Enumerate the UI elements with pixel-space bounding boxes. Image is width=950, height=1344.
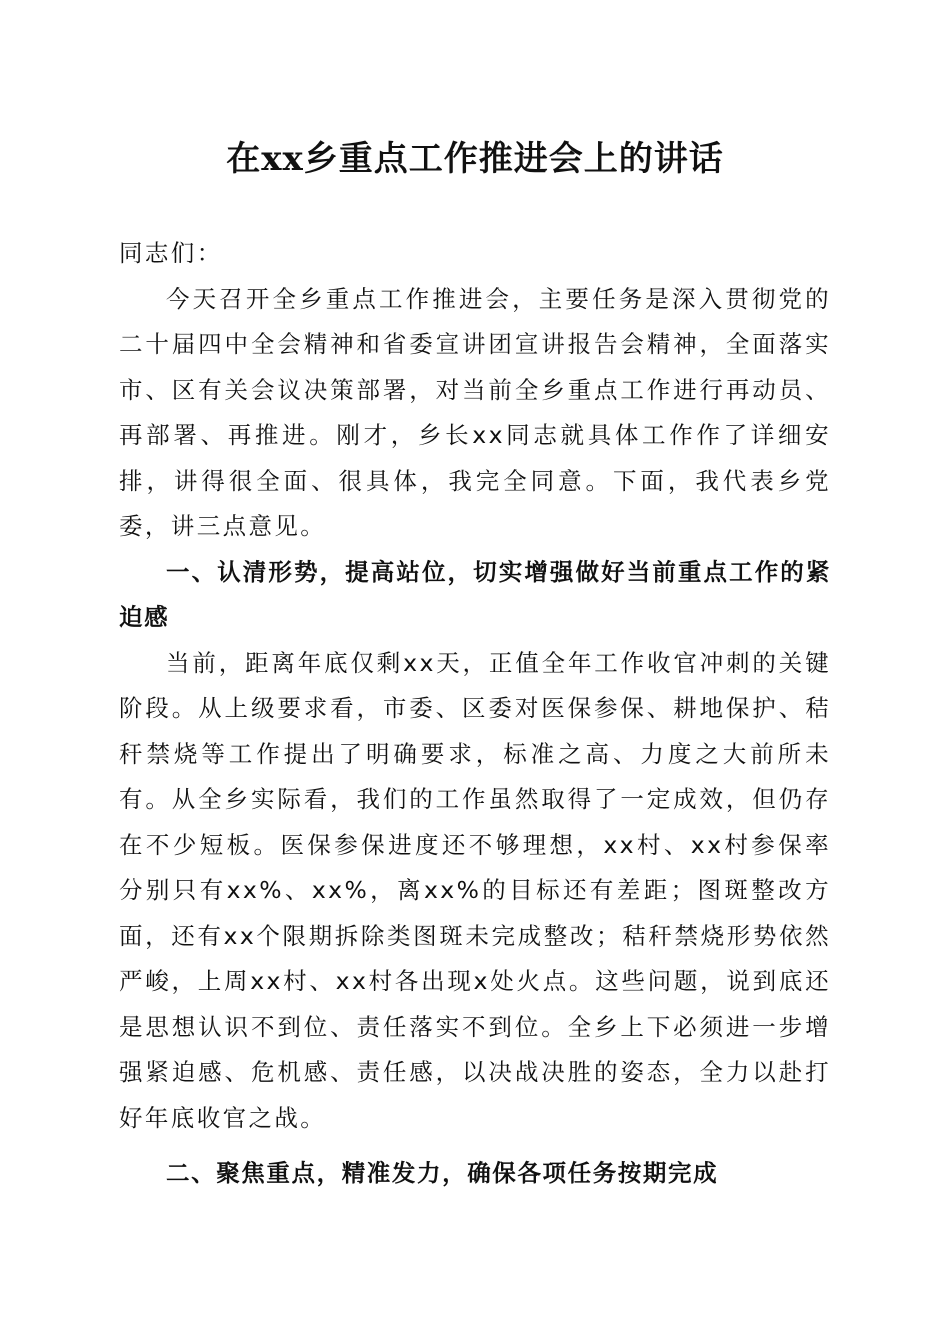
section-heading-2: 二、聚焦重点，精准发力，确保各项任务按期完成: [166, 1159, 719, 1187]
section-heading-1: 一、认清形势，提高站位，切实增强做好当前重点工作的紧迫感: [119, 557, 831, 631]
document-title: 在xx乡重点工作推进会上的讲话: [226, 139, 724, 179]
intro-paragraph: 今天召开全乡重点工作推进会，主要任务是深入贯彻党的二十届四中全会精神和省委宣讲团宣讲报告会精神，全面落实市、区有关会议决策部署，对当前全乡重点工作进行再动员、再部署、再推进。刚才，乡长xx同志就具体工作作了详细安排，讲得很全面、很具体，我完全同意。下面，我代表乡党委，讲三点意见。: [119, 284, 831, 540]
salutation: 同志们：: [119, 239, 223, 267]
document-body: [119, 231, 831, 1197]
section-1-paragraph-1: 当前，距离年底仅剩xx天，正值全年工作收官冲刺的关键阶段。从上级要求看，市委、区委对医保参保、耕地保护、秸秆禁烧等工作提出了明确要求，标准之高、力度之大前所未有。从全乡实际看，我们的工作虽然取得了一定成效，但仍存在不少短板。医保参保进度还不够理想，xx村、xx村参保率分别只有xx%、xx%，离xx%的目标还有差距；图斑整改方面，还有xx个限期拆除类图斑未完成整改；秸秆禁烧形势依然严峻，上周xx村、xx村各出现x处火点。这些问题，说到底还是思想认识不到位、责任落实不到位。全乡上下必须进一步增强紧迫感、危机感、责任感，以决战决胜的姿态，全力以赴打好年底收官之战。: [119, 648, 831, 1132]
